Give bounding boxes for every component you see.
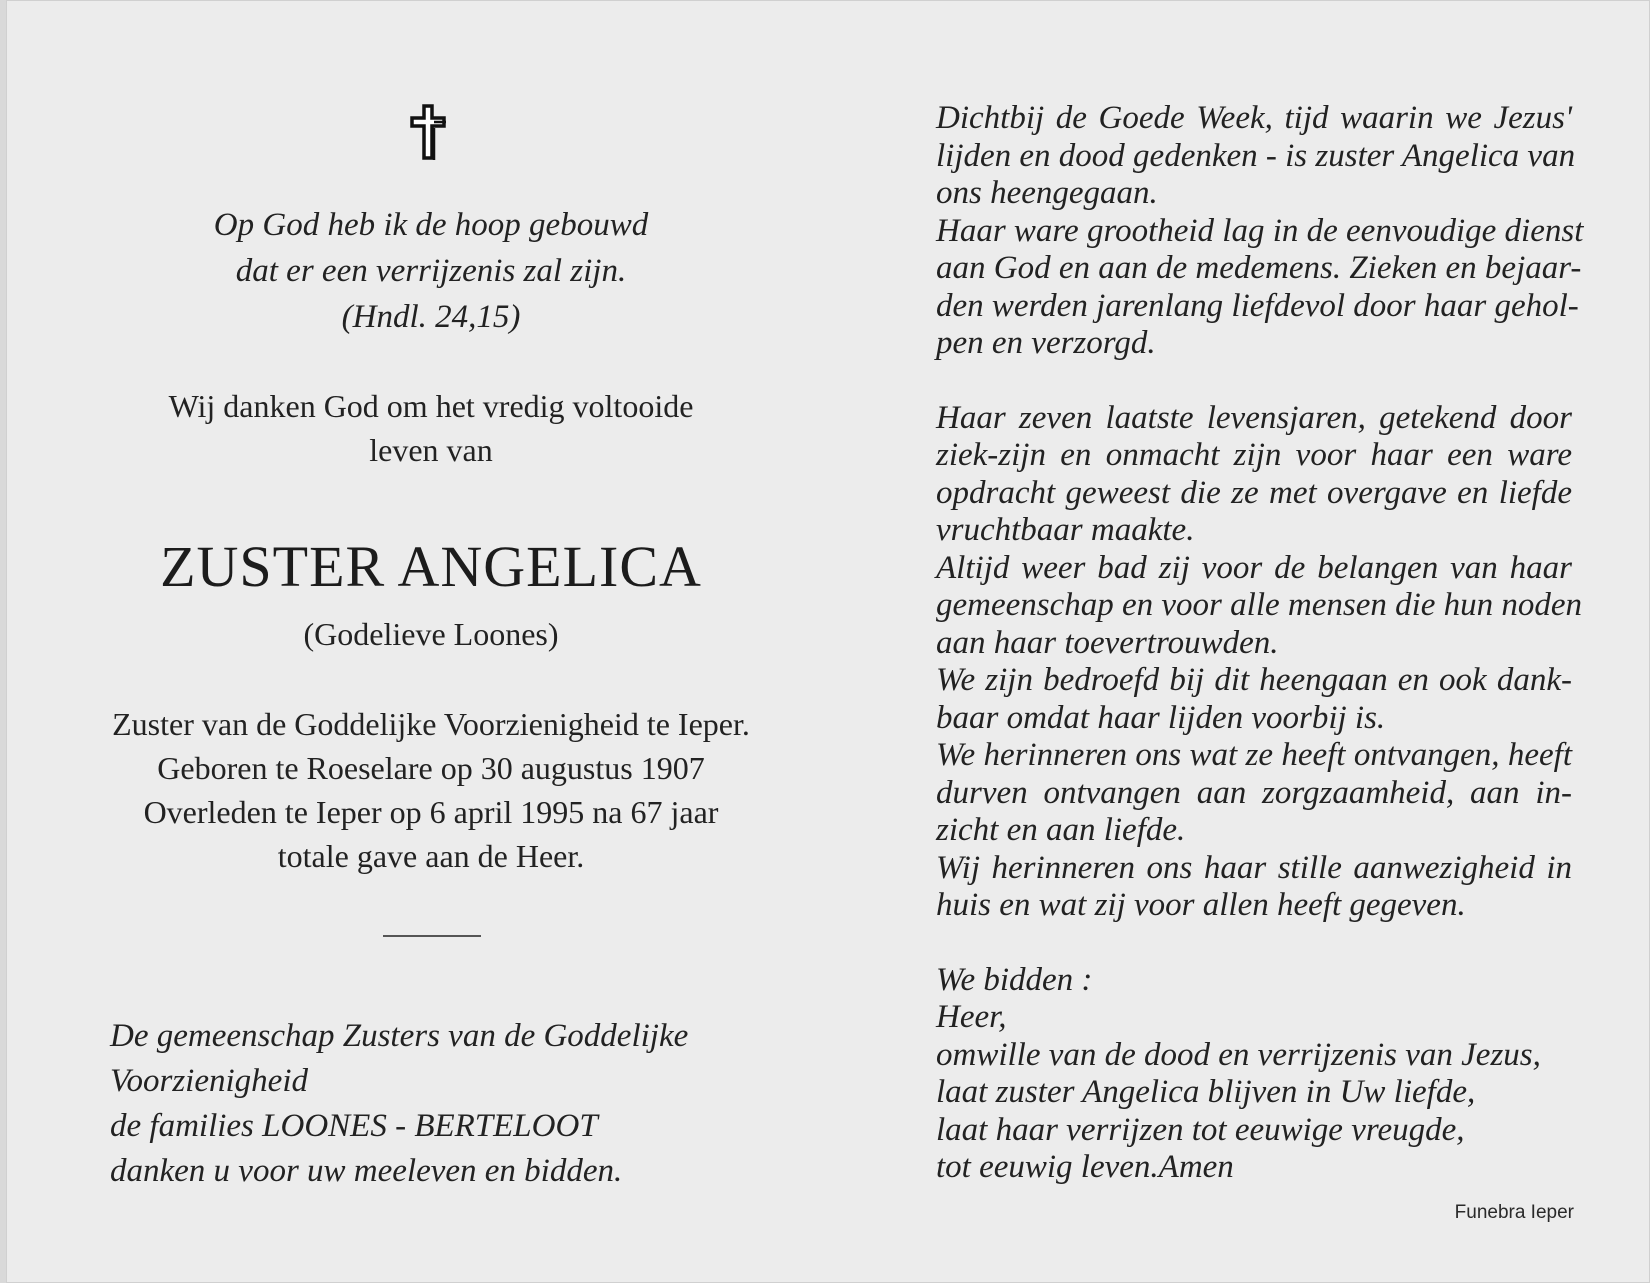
prayer-line: omwille van de dood en verrijzenis van Jezus, [936, 1036, 1541, 1073]
text-line: den werden jarenlang liefdevol door haar gehol- [936, 287, 1579, 324]
bio-line: totale gave aan de Heer. [277, 838, 585, 874]
text-line: ziek-zijn en onmacht zijn voor haar een ware [936, 437, 1572, 473]
divider [383, 935, 481, 937]
text-line: Altijd weer bad zij voor de belangen van haar [936, 549, 1572, 586]
family-thanks [110, 1014, 790, 1194]
paragraph-2 [936, 399, 1583, 925]
text-line: aan haar toevertrouwden. [936, 624, 1279, 661]
prayer-line: laat haar verrijzen tot eeuwige vreugde, [936, 1111, 1465, 1148]
text-line: zicht en aan liefde. [936, 812, 1186, 848]
birth-name: (Godelieve Loones) [303, 616, 559, 652]
text-line: Wij herinneren ons haar stille aanwezigheid in [936, 849, 1572, 886]
quote-line: Op God heb ik de hoop gebouwd [213, 207, 649, 243]
paragraph-1 [936, 100, 1584, 363]
paragraph-gap [936, 363, 1572, 400]
prayer-line: laat zuster Angelica blijven in Uw liefde, [936, 1074, 1476, 1110]
family-thanks-line: danken u voor uw meeleven en bidden. [110, 1153, 623, 1189]
scripture-quote [86, 202, 776, 294]
bio-line: Overleden te Ieper op 6 april 1995 na 67 jaar [143, 794, 719, 830]
cross-icon [404, 102, 452, 162]
biography [86, 702, 776, 878]
text-line: baar omdat haar lijden voorbij is. [936, 699, 1386, 736]
text-line: Dichtbij de Goede Week, tijd waarin we Jezus' [936, 100, 1572, 136]
prayer-line: Heer, [936, 999, 1007, 1035]
text-line: ons heengegaan. [936, 175, 1158, 211]
paragraph-gap [936, 925, 1572, 962]
text-line: lijden en dood gedenken - is zuster Angelica van [936, 137, 1576, 174]
text-line: pen en verzorgd. [936, 325, 1156, 361]
bio-line: Zuster van de Goddelijke Voorzienigheid te Ieper. [112, 706, 750, 742]
thanks-intro [86, 384, 776, 472]
text-line: opdracht geweest die ze met overgave en liefde [936, 474, 1572, 511]
text-line: vruchtbaar maakte. [936, 512, 1195, 548]
publisher-imprint: Funebra Ieper [1454, 1202, 1574, 1223]
text-line: Haar ware grootheid lag in de eenvoudige dienst [936, 212, 1584, 249]
prayer-line: tot eeuwig leven.Amen [936, 1149, 1234, 1185]
scripture-reference: (Hndl. 24,15) [341, 299, 521, 335]
text-line: huis en wat zij voor allen heeft gegeven. [936, 887, 1466, 923]
text-line: aan God en aan de medemens. Zieken en bejaar- [936, 250, 1582, 286]
right-panel [936, 100, 1584, 1187]
bio-line: Geboren te Roeselare op 30 augustus 1907 [157, 750, 705, 786]
text-line: gemeenschap en voor alle mensen die hun noden [936, 587, 1583, 623]
text-line: We zijn bedroefd bij dit heengaan en ook dank- [936, 662, 1572, 698]
left-panel [86, 0, 776, 1283]
text-line: durven ontvangen aan zorgzaamheid, aan in- [936, 774, 1572, 811]
memorial-card [6, 0, 1650, 1283]
quote-line: dat er een verrijzenis zal zijn. [235, 253, 627, 289]
deceased-name: ZUSTER ANGELICA [160, 534, 702, 599]
text-line: We herinneren ons wat ze heeft ontvangen, heeft [936, 737, 1572, 773]
text-line: Haar zeven laatste levensjaren, getekend door [936, 399, 1572, 436]
prayer [936, 962, 1572, 1187]
family-thanks-line: De gemeenschap Zusters van de Goddelijke [110, 1018, 689, 1054]
thanks-line: Wij danken God om het vredig voltooide [168, 388, 694, 424]
thanks-line: leven van [369, 432, 493, 468]
family-thanks-line: de families LOONES - BERTELOOT [110, 1108, 598, 1144]
family-thanks-line: Voorzienigheid [110, 1063, 308, 1099]
prayer-line: We bidden : [936, 961, 1093, 998]
